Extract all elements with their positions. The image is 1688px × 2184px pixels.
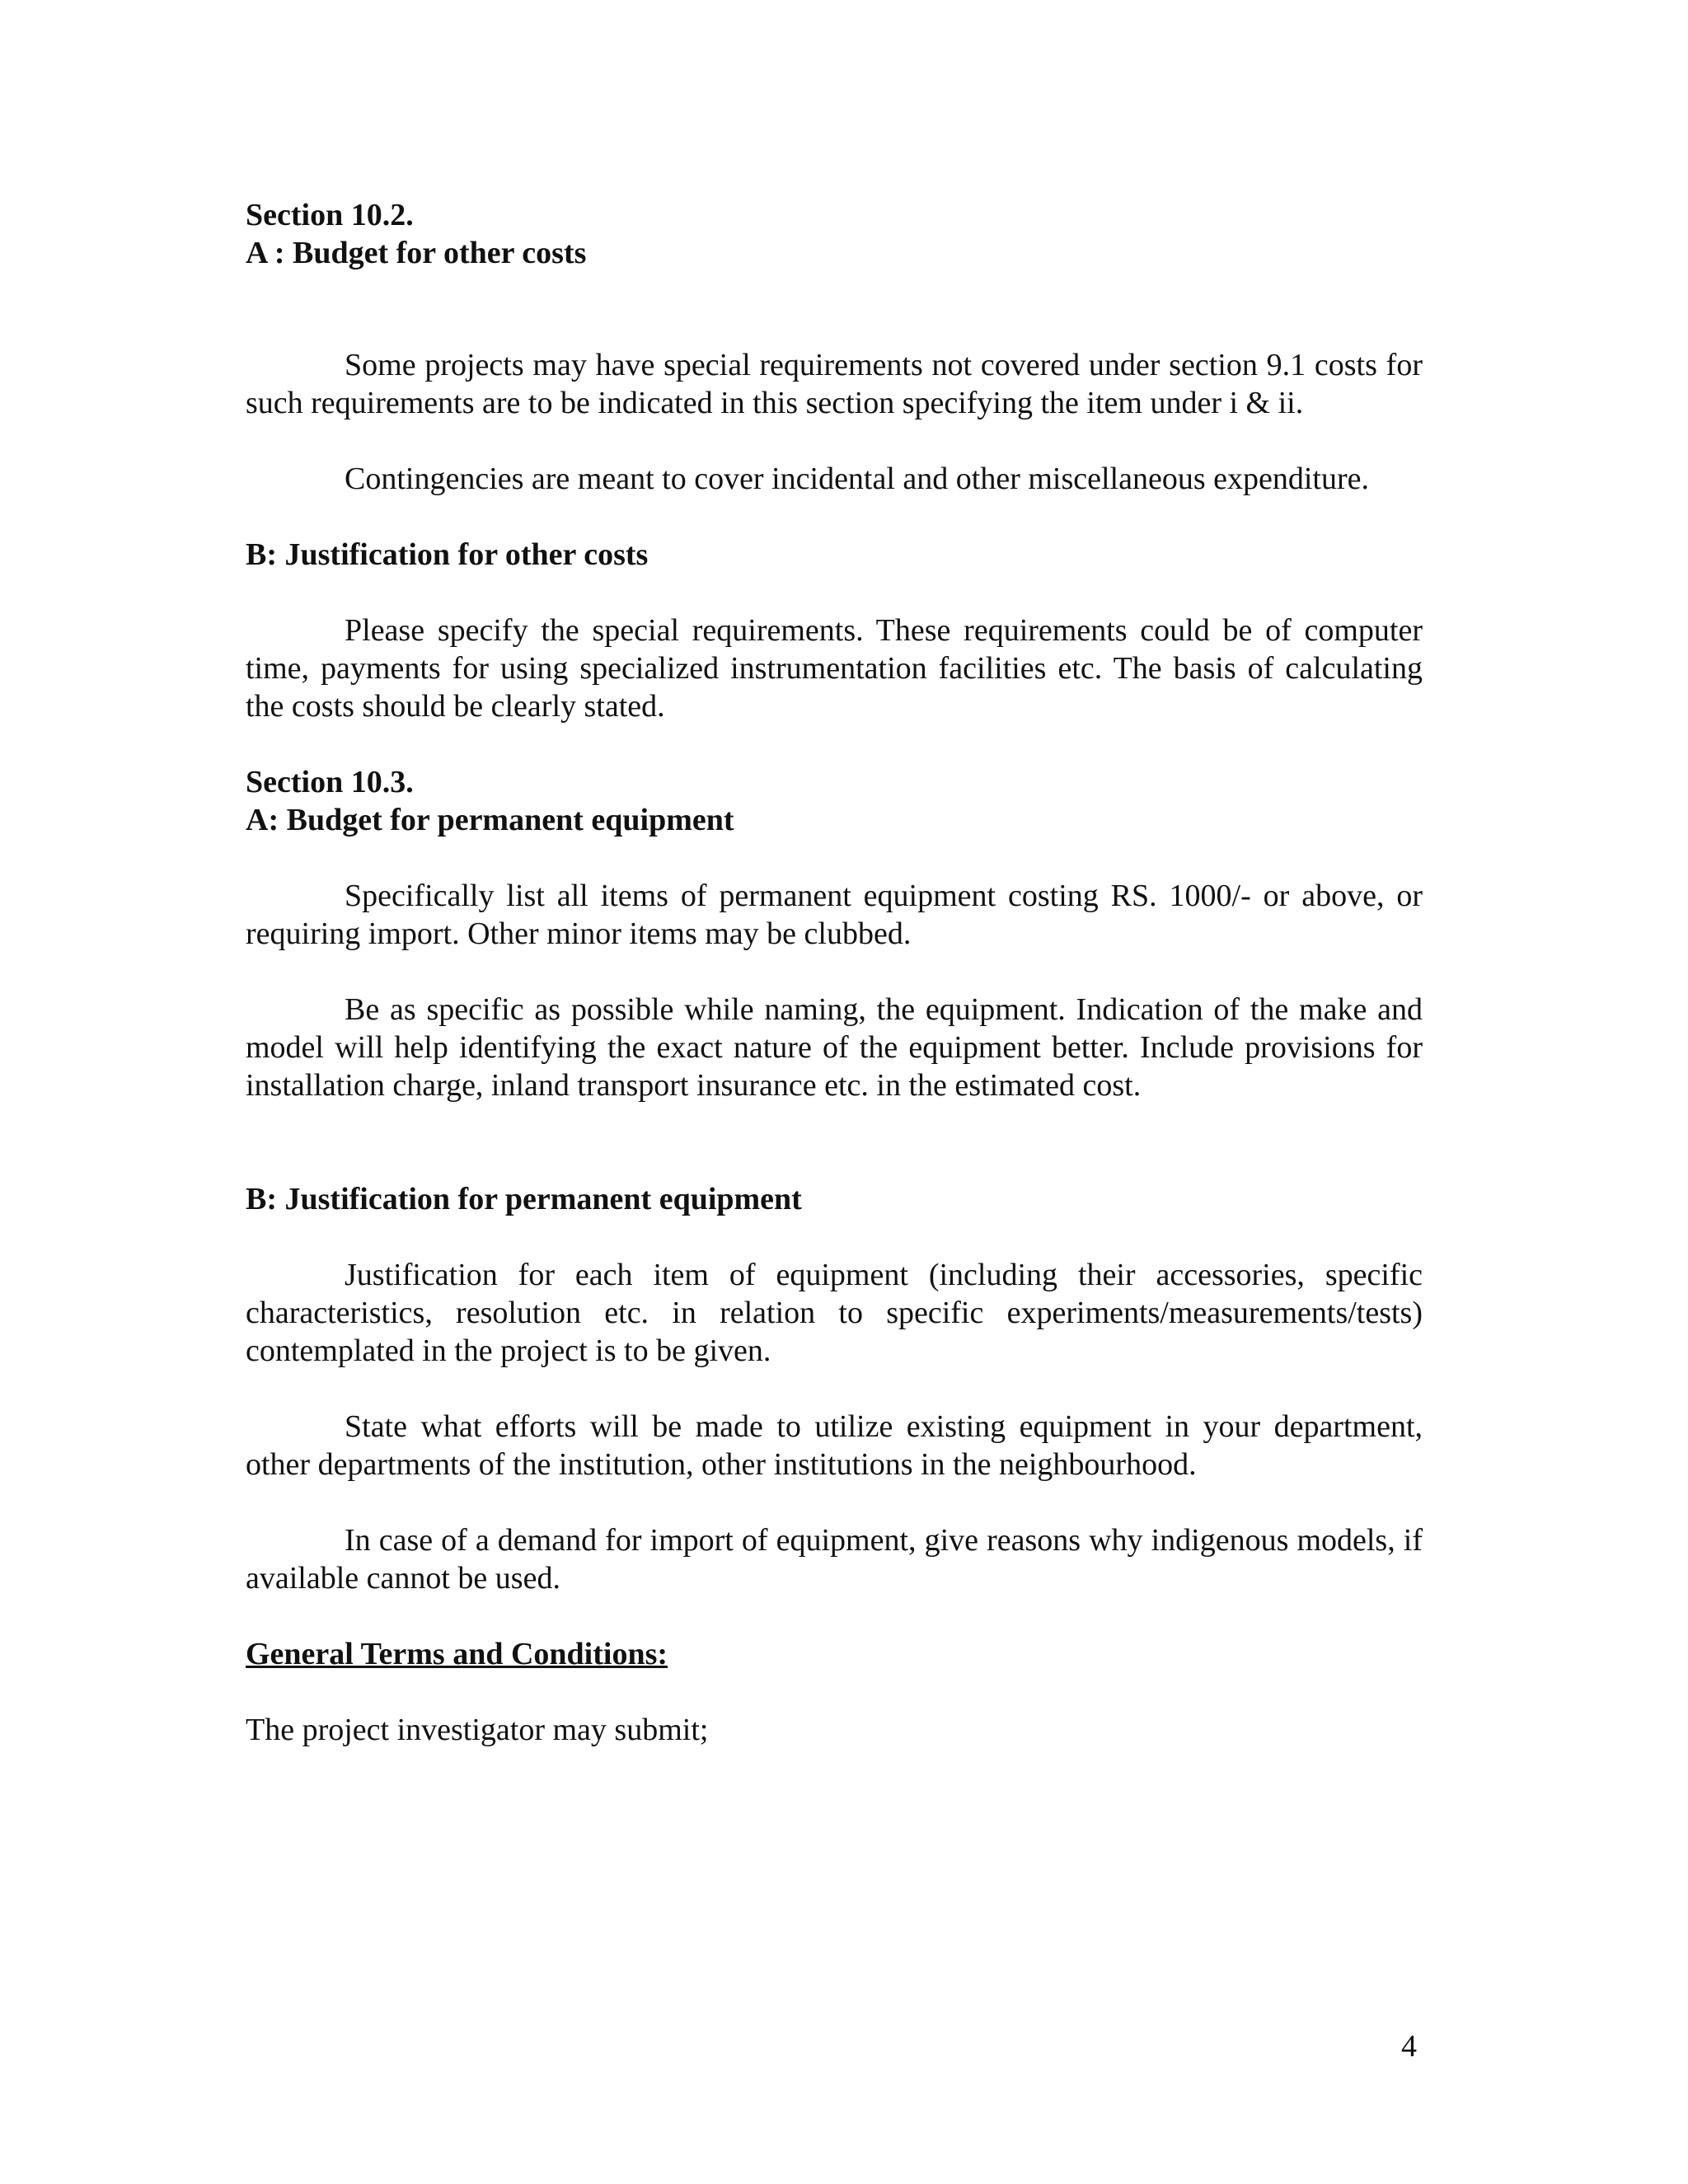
existing-equipment-paragraph: State what efforts will be made to utilize existing equipment in your department, other departments of the institution, other institutions in the neighbourhood.: [246, 1409, 1423, 1482]
specify-requirements-paragraph: Please specify the special requirements. These requirements could be of computer time, payments for using specialized instrumentation facilities etc. The basis of calculating the costs should be clearly stated.: [246, 613, 1423, 724]
section-10-2-title: Section 10.2.: [246, 198, 414, 232]
justification-permanent-equipment-heading: B: Justification for permanent equipment: [246, 1182, 802, 1216]
budget-other-costs-heading: A : Budget for other costs: [246, 236, 587, 270]
special-requirements-paragraph: Some projects may have special requirements not covered under section 9.1 costs for such requirements are to be indicated in this section specifying the item under i & ii.: [246, 348, 1423, 420]
justification-other-costs-heading: B: Justification for other costs: [246, 537, 649, 572]
budget-permanent-equipment-heading: A: Budget for permanent equipment: [246, 803, 734, 837]
document-page: [246, 196, 1423, 1749]
section-10-3-title: Section 10.3.: [246, 765, 414, 799]
list-equipment-paragraph: Specifically list all items of permanent equipment costing RS. 1000/- or above, or requiring import. Other minor items may be clubbed.: [246, 879, 1423, 951]
equipment-justification-paragraph: Justification for each item of equipment (including their accessories, specific characteristics, resolution etc. in relation to specific experiments/measurements/tests) contemplated in the project is to be given.: [246, 1258, 1423, 1368]
section-10-3-heading: [246, 763, 1423, 839]
section-10-2-heading: [246, 196, 1423, 272]
specific-naming-paragraph: Be as specific as possible while naming, the equipment. Indication of the make and model will help identifying the exact nature of the equipment better. Include provisions for installation charge, inland transport insurance etc. in the estimated cost.: [246, 992, 1423, 1103]
contingencies-paragraph: Contingencies are meant to cover incidental and other miscellaneous expenditure.: [345, 462, 1369, 496]
investigator-submit-line: The project investigator may submit;: [246, 1713, 709, 1747]
page-number: 4: [1401, 2029, 1417, 2064]
general-terms-heading: General Terms and Conditions:: [246, 1637, 668, 1671]
import-equipment-paragraph: In case of a demand for import of equipment, give reasons why indigenous models, if available cannot be used.: [246, 1523, 1423, 1596]
